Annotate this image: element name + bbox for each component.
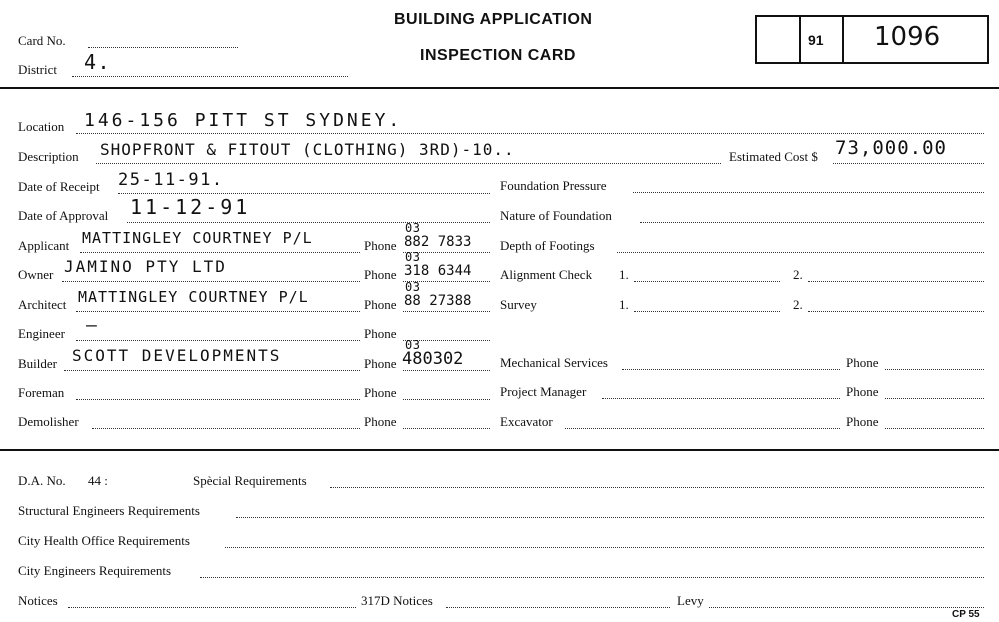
card-year: 91 — [808, 32, 824, 48]
architect-phone-label: Phone — [364, 297, 397, 312]
foundation-pressure-line — [633, 192, 984, 193]
alignment-check-label: Alignment Check — [500, 267, 593, 282]
date-of-receipt-line — [118, 193, 490, 194]
excavator-phone-label: Phone — [846, 414, 879, 429]
card-no-line — [88, 47, 238, 48]
estimated-cost-value: 73,000.00 — [835, 137, 947, 159]
foreman-line — [76, 399, 360, 400]
structural-requirements-line — [236, 517, 984, 518]
architect-phone-prefix: 03 — [405, 280, 421, 294]
form-title-line1: BUILDING APPLICATION — [394, 11, 593, 28]
survey-label: Survey — [500, 297, 537, 312]
owner-line — [62, 281, 360, 282]
nature-of-foundation-label: Nature of Foundation — [500, 208, 612, 223]
demolisher-label: Demolisher — [18, 414, 79, 429]
estimated-cost-label: Estimated Cost $ — [729, 149, 818, 164]
mechanical-services-line — [622, 369, 840, 370]
mechanical-services-phone-label: Phone — [846, 355, 879, 370]
foreman-phone-label: Phone — [364, 385, 397, 400]
project-manager-phone-label: Phone — [846, 384, 879, 399]
foreman-label: Foreman — [18, 385, 65, 400]
engineer-label: Engineer — [18, 326, 65, 341]
alignment-check-line1 — [634, 281, 780, 282]
engineer-line — [76, 340, 360, 341]
date-of-receipt-value: 25-11-91. — [118, 170, 224, 190]
owner-phone-prefix: 03 — [405, 250, 421, 264]
card-number-box — [755, 15, 989, 64]
architect-value: MATTINGLEY COURTNEY P/L — [78, 288, 309, 306]
form-title-line2: INSPECTION CARD — [420, 47, 576, 64]
survey-line1 — [634, 311, 780, 312]
survey-n2: 2. — [793, 297, 803, 312]
district-value: 4. — [84, 50, 112, 74]
card-no-label: Card No. — [18, 33, 66, 48]
applicant-phone-value: 882 7833 — [404, 234, 472, 250]
owner-value: JAMINO PTY LTD — [64, 257, 227, 276]
structural-requirements-label: Structural Engineers Requirements — [18, 503, 200, 518]
alignment-check-n2: 2. — [793, 267, 803, 282]
architect-phone-value: 88 27388 — [404, 293, 472, 309]
excavator-label: Excavator — [500, 414, 553, 429]
box-divider-2 — [842, 17, 844, 62]
mechanical-services-label: Mechanical Services — [500, 355, 608, 370]
demolisher-phone-label: Phone — [364, 414, 397, 429]
location-label: Location — [18, 119, 65, 134]
box-divider-1 — [799, 17, 801, 62]
317d-notices-label: 317D Notices — [361, 593, 433, 608]
builder-phone-value: 480302 — [402, 349, 464, 369]
survey-line2 — [808, 311, 984, 312]
header-divider — [0, 87, 999, 89]
requirements-divider — [0, 449, 999, 451]
form-code: CP 55 — [952, 609, 980, 620]
architect-phone-line — [403, 311, 490, 312]
city-engineers-requirements-label: City Engineers Requirements — [18, 563, 172, 578]
card-number: 1096 — [874, 22, 941, 52]
project-manager-label: Project Manager — [500, 384, 587, 399]
architect-label: Architect — [18, 297, 67, 312]
estimated-cost-line — [833, 163, 984, 164]
builder-phone-line — [403, 370, 490, 371]
location-line — [76, 133, 984, 134]
foundation-pressure-label: Foundation Pressure — [500, 178, 607, 193]
applicant-label: Applicant — [18, 238, 70, 253]
demolisher-line — [92, 428, 360, 429]
project-manager-line — [602, 398, 840, 399]
depth-of-footings-label: Depth of Footings — [500, 238, 595, 253]
engineer-value: — — [86, 315, 99, 336]
excavator-phone-line — [885, 428, 984, 429]
nature-of-foundation-line — [640, 222, 984, 223]
project-manager-phone-line — [885, 398, 984, 399]
excavator-line — [565, 428, 840, 429]
317d-notices-line — [446, 607, 670, 608]
date-of-approval-line — [127, 222, 490, 223]
special-requirements-label: Spècial Requirements — [193, 473, 307, 488]
health-requirements-label: City Health Office Requirements — [18, 533, 190, 548]
architect-line — [76, 311, 360, 312]
demolisher-phone-line — [403, 428, 490, 429]
location-value: 146-156 PITT ST SYDNEY. — [84, 110, 403, 131]
notices-line — [68, 607, 356, 608]
builder-label: Builder — [18, 356, 57, 371]
builder-value: SCOTT DEVELOPMENTS — [72, 346, 282, 365]
owner-label: Owner — [18, 267, 54, 282]
mechanical-services-phone-line — [885, 369, 984, 370]
levy-line — [709, 607, 984, 608]
applicant-value: MATTINGLEY COURTNEY P/L — [82, 229, 313, 247]
alignment-check-n1: 1. — [619, 267, 629, 282]
engineer-phone-label: Phone — [364, 326, 397, 341]
date-of-approval-label: Date of Approval — [18, 208, 109, 223]
applicant-phone-label: Phone — [364, 238, 397, 253]
description-value: SHOPFRONT & FITOUT (CLOTHING) 3RD)-10.. — [100, 140, 515, 159]
builder-line — [64, 370, 360, 371]
owner-phone-value: 318 6344 — [404, 263, 472, 279]
alignment-check-line2 — [808, 281, 984, 282]
owner-phone-label: Phone — [364, 267, 397, 282]
description-line — [96, 163, 721, 164]
special-requirements-line — [330, 487, 984, 488]
survey-n1: 1. — [619, 297, 629, 312]
builder-phone-prefix: 03 — [405, 338, 421, 352]
date-of-receipt-label: Date of Receipt — [18, 179, 100, 194]
district-label: District — [18, 62, 57, 77]
builder-phone-label: Phone — [364, 356, 397, 371]
applicant-phone-prefix: 03 — [405, 221, 421, 235]
da-no-label: D.A. No. — [18, 473, 66, 488]
notices-label: Notices — [18, 593, 58, 608]
levy-label: Levy — [677, 593, 704, 608]
city-engineers-requirements-line — [200, 577, 984, 578]
da-no-value: 44 : — [88, 473, 108, 488]
health-requirements-line — [225, 547, 984, 548]
district-line — [72, 76, 348, 77]
date-of-approval-value: 11-12-91 — [130, 195, 251, 219]
applicant-line — [80, 252, 360, 253]
description-label: Description — [18, 149, 79, 164]
depth-of-footings-line — [617, 252, 984, 253]
foreman-phone-line — [403, 399, 490, 400]
